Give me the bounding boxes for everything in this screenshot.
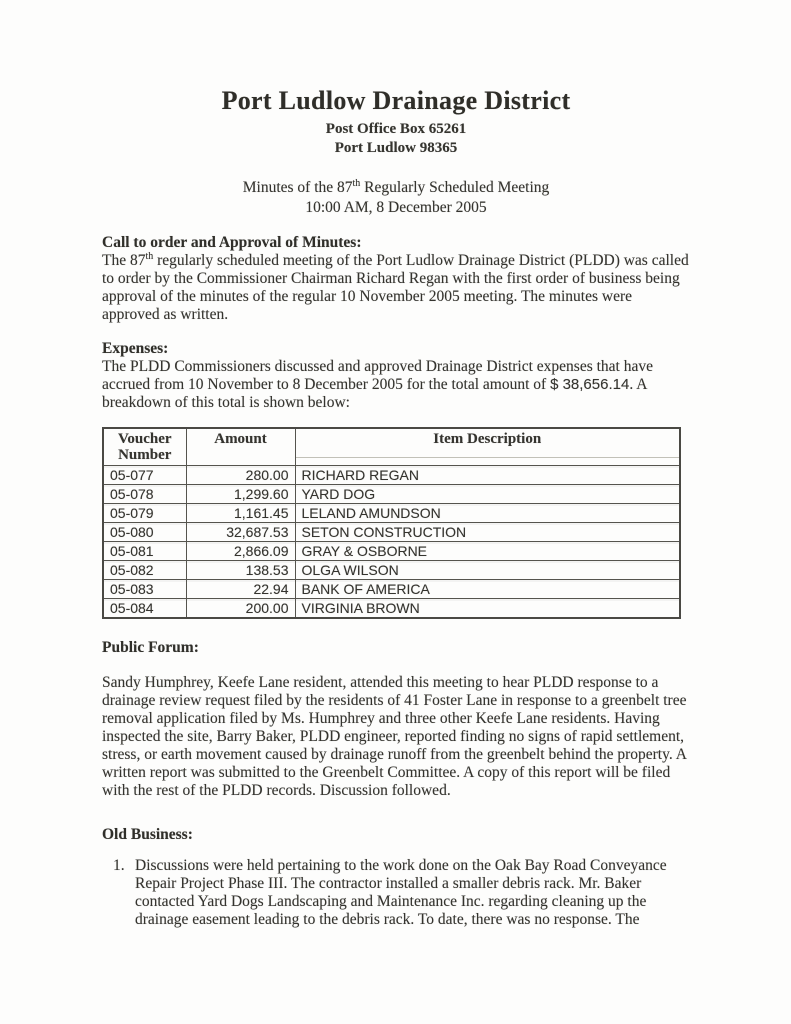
meeting-info-block bbox=[102, 178, 690, 218]
description-cell: BANK OF AMERICA bbox=[295, 580, 680, 599]
expenses-text-post: . A breakdown of this total is shown below: bbox=[102, 376, 647, 411]
table-row bbox=[103, 485, 680, 504]
table-row bbox=[103, 523, 680, 542]
voucher-cell: 05-082 bbox=[103, 561, 186, 580]
city-zip-line: Port Ludlow 98365 bbox=[334, 140, 458, 156]
meeting-title-line bbox=[102, 178, 690, 198]
amount-cell: 200.00 bbox=[186, 599, 295, 619]
public-forum-paragraph: Sandy Humphrey, Keefe Lane resident, attended this meeting to hear PLDD response to a drainage review request filed by the residents of 41 Foster Lane in response to a greenbelt tree removal application filed by Ms. Humphrey and three other Keefe Lane residents. Having inspected the site, Barry Baker, PLDD engineer, reported finding no signs of rapid settlement, stress, or earth movement caused by drainage runoff from the greenbelt behind the property. A written report was submitted to the Greenbelt Committee. A copy of this report will be filed with the rest of the PLDD records. Discussion followed. bbox=[102, 674, 687, 799]
meeting-line-ordinal: th bbox=[352, 177, 361, 189]
list-item-text: Discussions were held pertaining to the work done on the Oak Bay Road Conveyance Repair Project Phase III. The contractor installed a smaller debris rack. Mr. Baker contacted Yard Dogs Landscaping and Maintenance Inc. regarding cleaning up the drainage easement leading to the debris rack. To date, there was no response. The bbox=[135, 857, 667, 928]
list-item-number: 1. bbox=[113, 857, 125, 874]
table-row bbox=[103, 561, 680, 580]
table-row bbox=[103, 504, 680, 523]
call-to-order-heading: Call to order and Approval of Minutes: bbox=[102, 234, 362, 251]
address-block bbox=[102, 120, 690, 158]
header-item-description: Item Description bbox=[295, 428, 680, 466]
description-cell: LELAND AMUNDSON bbox=[295, 504, 680, 523]
expense-table bbox=[102, 427, 681, 619]
expense-table-body bbox=[103, 466, 680, 619]
expenses-heading: Expenses: bbox=[102, 340, 169, 357]
amount-cell: 1,161.45 bbox=[186, 504, 295, 523]
po-box-line: Post Office Box 65261 bbox=[325, 121, 467, 137]
old-business-item-1 bbox=[102, 857, 690, 929]
amount-cell: 138.53 bbox=[186, 561, 295, 580]
call-to-order-paragraph bbox=[102, 252, 690, 324]
meeting-line-pre: Minutes of the 87 bbox=[242, 179, 353, 196]
description-cell: YARD DOG bbox=[295, 485, 680, 504]
cto-ordinal: th bbox=[145, 250, 154, 262]
expenses-paragraph bbox=[102, 358, 690, 412]
meeting-time-line: 10:00 AM, 8 December 2005 bbox=[305, 199, 487, 216]
table-row bbox=[103, 466, 680, 485]
expenses-text-pre: The PLDD Commissioners discussed and approved Drainage District expenses that have accrued from 10 November to 8 December 2005 for the total amount of bbox=[102, 358, 653, 393]
amount-cell: 32,687.53 bbox=[186, 523, 295, 542]
voucher-cell: 05-083 bbox=[103, 580, 186, 599]
cto-text-pre: The 87 bbox=[102, 252, 146, 269]
description-cell: RICHARD REGAN bbox=[295, 466, 680, 485]
old-business-heading: Old Business: bbox=[102, 826, 193, 843]
expenses-total-amount: $ 38,656.14 bbox=[550, 376, 630, 393]
table-row bbox=[103, 580, 680, 599]
amount-cell: 22.94 bbox=[186, 580, 295, 599]
voucher-cell: 05-077 bbox=[103, 466, 186, 485]
amount-cell: 2,866.09 bbox=[186, 542, 295, 561]
voucher-cell: 05-078 bbox=[103, 485, 186, 504]
header-amount: Amount bbox=[186, 428, 295, 466]
table-header-row bbox=[103, 428, 680, 466]
expense-table-header bbox=[103, 428, 680, 466]
old-business-list bbox=[102, 857, 690, 929]
voucher-cell: 05-080 bbox=[103, 523, 186, 542]
voucher-cell: 05-081 bbox=[103, 542, 186, 561]
description-cell: SETON CONSTRUCTION bbox=[295, 523, 680, 542]
cto-text-post: regularly scheduled meeting of the Port Ludlow Drainage District (PLDD) was called to order by the Commissioner Chairman Richard Regan with the first order of business being approval of the minutes of the regular 10 November 2005 meeting. The minutes were approved as written. bbox=[102, 252, 689, 323]
header-voucher-number: Voucher Number bbox=[103, 428, 186, 466]
amount-cell: 280.00 bbox=[186, 466, 295, 485]
amount-cell: 1,299.60 bbox=[186, 485, 295, 504]
description-cell: OLGA WILSON bbox=[295, 561, 680, 580]
voucher-cell: 05-084 bbox=[103, 599, 186, 619]
meeting-line-post: Regularly Scheduled Meeting bbox=[360, 179, 550, 196]
document-title: Port Ludlow Drainage District bbox=[221, 86, 571, 115]
voucher-cell: 05-079 bbox=[103, 504, 186, 523]
document-content bbox=[102, 0, 690, 929]
table-row bbox=[103, 542, 680, 561]
description-cell: GRAY & OSBORNE bbox=[295, 542, 680, 561]
description-cell: VIRGINIA BROWN bbox=[295, 599, 680, 619]
table-row bbox=[103, 599, 680, 619]
public-forum-heading: Public Forum: bbox=[102, 639, 199, 656]
